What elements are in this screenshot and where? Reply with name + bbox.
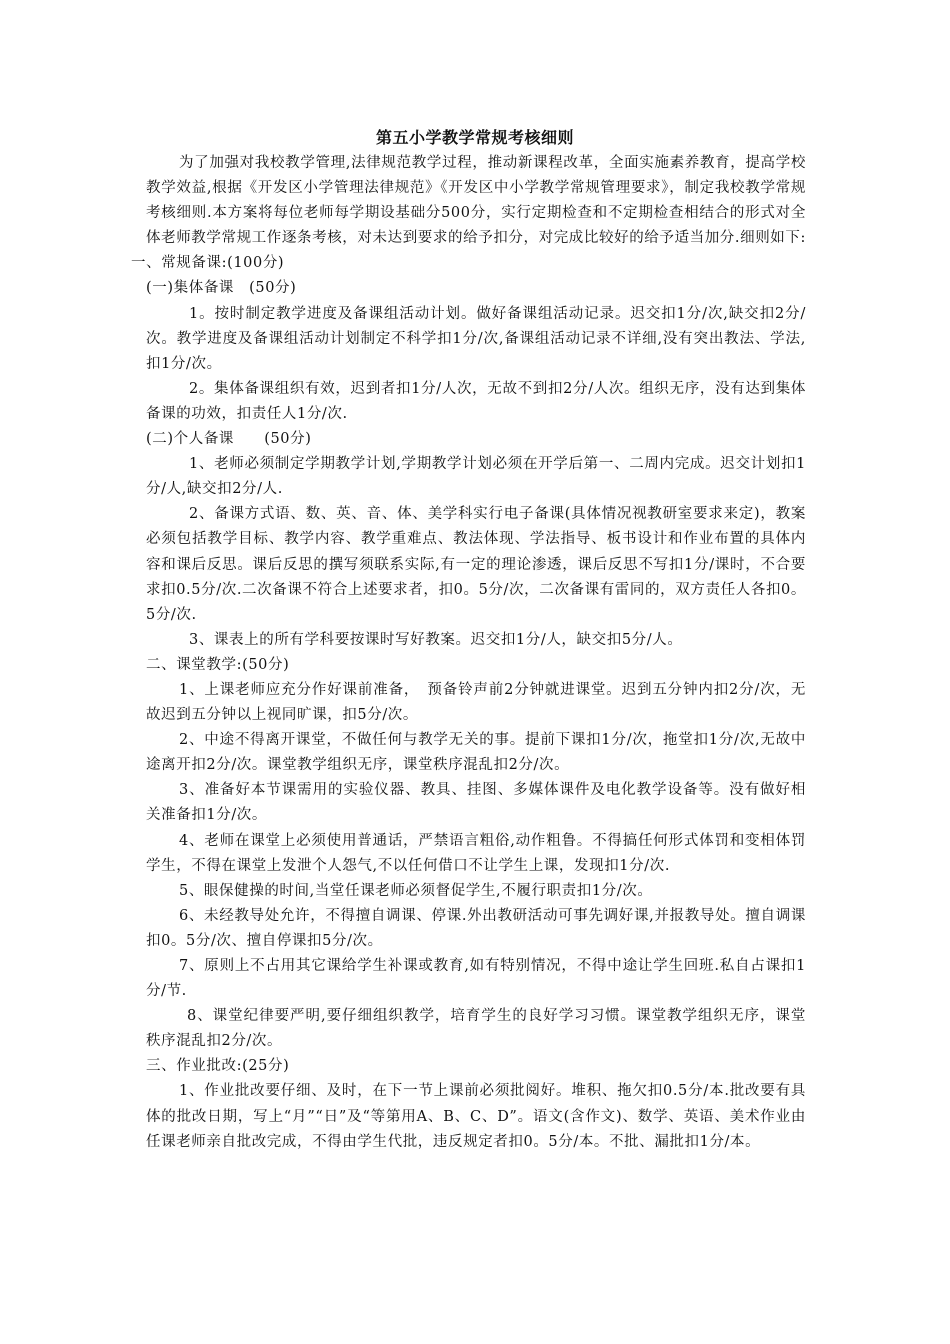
section-heading-3: 三、作业批改:(25分) — [146, 1058, 290, 1075]
paragraph-1-1-1: 1。按时制定教学进度及备课组活动计划。做好备课组活动记录。迟交扣1分/次,缺交扣2分/次。教学进度及备课组活动计划制定不科学扣1分/次,备课组活动记录不详细,没有突出教法、学法,扣1分/次。 — [146, 305, 806, 372]
paragraph-1-2-3: 3、课表上的所有学科要按课时写好教案。迟交扣1分/人，缺交扣5分/人。 — [189, 631, 683, 648]
subsection-heading-1-2: (二)个人备课 (50分) — [146, 431, 312, 448]
paragraph-1-2-2: 2、备课方式语、数、英、音、体、美学科实行电子备课(具体情况视教研室要求来定)，教案必须包括教学目标、教学内容、教学重难点、教法体现、学法指导、板书设计和作业布置的具体内容和课后反思。课后反思的撰写须联系实际,有一定的理论渗透，课后反思不写扣1分/课时，不合要求扣0.5分/次.二次备课不符合上述要求者，扣0。5分/次，二次备课有雷同的，双方责任人各扣0。5分/次. — [146, 506, 806, 623]
paragraph-2-1: 1、上课老师应充分作好课前准备， 预备铃声前2分钟就进课堂。迟到五分钟内扣2分/次，无故迟到五分钟以上视同旷课，扣5分/次。 — [146, 681, 806, 724]
paragraph-2-4: 4、老师在课堂上必须使用普通话，严禁语言粗俗,动作粗鲁。不得搞任何形式体罚和变相体罚学生，不得在课堂上发泄个人怨气,不以任何借口不让学生上课，发现扣1分/次. — [146, 832, 806, 874]
paragraph-1-2-1: 1、老师必须制定学期教学计划,学期教学计划必须在开学后第一、二周内完成。迟交计划扣1分/人,缺交扣2分/人. — [146, 456, 806, 498]
paragraph-2-8: 8、课堂纪律要严明,要仔细组织教学，培育学生的良好学习习惯。课堂教学组织无序，课堂秩序混乱扣2分/次。 — [146, 1008, 806, 1050]
paragraph-3-1: 1、作业批改要仔细、及时，在下一节上课前必须批阅好。堆积、拖欠扣0.5分/本.批改要有具体的批改日期，写上“月”“日”及“等第用A、B、C、D”。语文(含作文)、数学、英语、美术作业由任课老师亲自批改完成，不得由学生代批，违反规定者扣0。5分/本。不批、漏批扣1分/本。 — [146, 1083, 806, 1150]
document-body — [131, 151, 806, 1155]
paragraph-2-6: 6、未经教导处允许，不得擅自调课、停课.外出教研活动可事先调好课,并报教导处。擅自调课扣0。5分/次、擅自停课扣5分/次。 — [146, 907, 806, 949]
paragraph-2-3: 3、准备好本节课需用的实验仪器、教具、挂图、多媒体课件及电化教学设备等。没有做好相关准备扣1分/次。 — [146, 782, 806, 824]
paragraph-2-5: 5、眼保健操的时间,当堂任课老师必须督促学生,不履行职责扣1分/次。 — [179, 882, 653, 899]
paragraph-2-2: 2、中途不得离开课堂，不做任何与教学无关的事。提前下课扣1分/次，拖堂扣1分/次,无故中途离开扣2分/次。课堂教学组织无序，课堂秩序混乱扣2分/次。 — [146, 732, 806, 774]
paragraph-2-7: 7、原则上不占用其它课给学生补课或教育,如有特别情况，不得中途让学生回班.私自占课扣1分/节. — [146, 958, 806, 1000]
section-heading-1: 一、常规备课:(100分) — [131, 255, 285, 272]
paragraph-1-1-2: 2。集体备课组织有效，迟到者扣1分/人次，无故不到扣2分/人次。组织无序，没有达到集体备课的功效，扣责任人1分/次. — [146, 380, 806, 422]
intro-paragraph: 为了加强对我校教学管理,法律规范教学过程，推动新课程改革，全面实施素养教育，提高学校教学效益,根据《开发区小学管理法律规范》《开发区中小学教学常规管理要求》，制定我校教学常规考核细则.本方案将每位老师每学期设基础分500分，实行定期检查和不定期检查相结合的形式对全体老师教学常规工作逐条考核，对未达到要求的给予扣分，对完成比较好的给予适当加分.细则如下: — [146, 155, 806, 247]
section-heading-2: 二、课堂教学:(50分) — [146, 656, 290, 673]
document-title: 第五小学教学常规考核细则 — [375, 128, 574, 147]
subsection-heading-1-1: (一)集体备课 (50分) — [146, 280, 297, 297]
